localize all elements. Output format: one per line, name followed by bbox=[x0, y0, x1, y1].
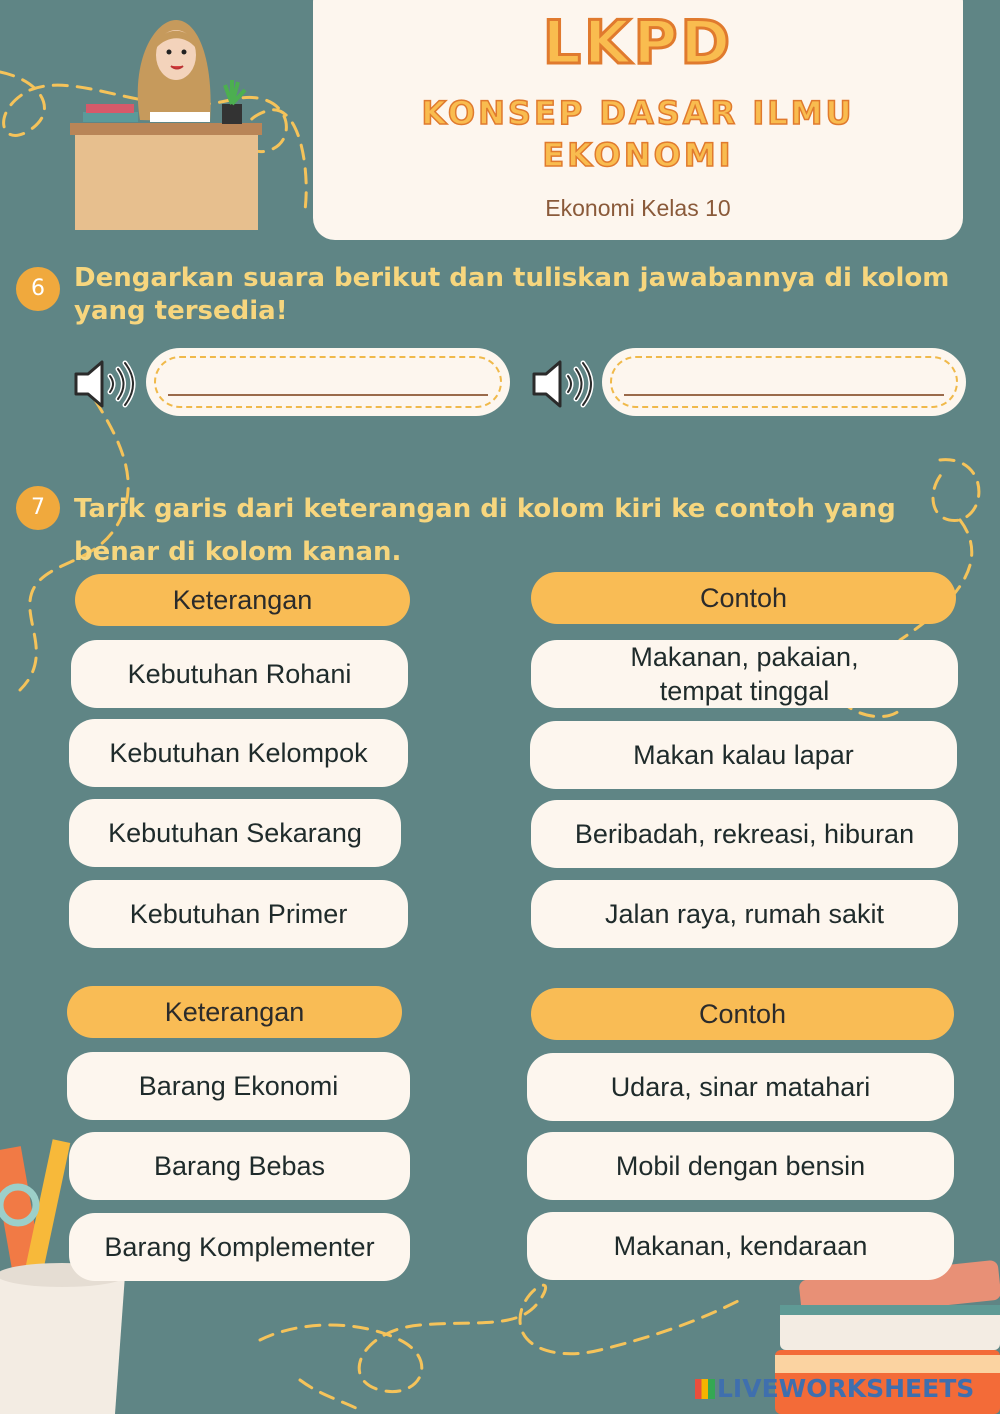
question-7-text: Tarik garis dari keterangan di kolom kiri ke contoh yang benar di kolom kanan. bbox=[74, 494, 896, 567]
match-left-item[interactable]: Barang Komplementer bbox=[69, 1213, 410, 1281]
page-subtitle bbox=[313, 92, 963, 176]
answer-input-2[interactable] bbox=[624, 362, 944, 396]
match-right-item[interactable]: Makan kalau lapar bbox=[530, 721, 957, 789]
question-6-text: Dengarkan suara berikut dan tuliskan jawabannya di kolom yang tersedia! bbox=[74, 263, 950, 326]
match-left-item[interactable]: Kebutuhan Primer bbox=[69, 880, 408, 948]
group1-left-header: Keterangan bbox=[75, 574, 410, 626]
question-6-number: 6 bbox=[16, 267, 60, 311]
match-left-item[interactable]: Barang Bebas bbox=[69, 1132, 410, 1200]
logo-icon bbox=[695, 1379, 715, 1399]
answer-box-1 bbox=[146, 348, 510, 416]
match-right-item[interactable]: Mobil dengan bensin bbox=[527, 1132, 954, 1200]
class-label: Ekonomi Kelas 10 bbox=[545, 195, 731, 221]
question-7-number: 7 bbox=[16, 486, 60, 530]
match-left-item[interactable]: Kebutuhan Kelompok bbox=[69, 719, 408, 787]
match-left-item[interactable]: Kebutuhan Sekarang bbox=[69, 799, 401, 867]
subtitle-line-2: EKONOMI bbox=[542, 136, 734, 174]
group2-left-header: Keterangan bbox=[67, 986, 402, 1038]
match-right-item[interactable]: Jalan raya, rumah sakit bbox=[531, 880, 958, 948]
subtitle-line-1: KONSEP DASAR ILMU bbox=[421, 94, 855, 132]
match-left-item[interactable]: Barang Ekonomi bbox=[67, 1052, 410, 1120]
speaker-icon[interactable] bbox=[530, 356, 594, 412]
match-left-item[interactable]: Kebutuhan Rohani bbox=[71, 640, 408, 708]
answer-input-1[interactable] bbox=[168, 362, 488, 396]
group2-right-header: Contoh bbox=[531, 988, 954, 1040]
logo-text: LIVEWORKSHEETS bbox=[717, 1374, 975, 1403]
liveworksheets-logo[interactable] bbox=[695, 1374, 974, 1403]
teacher-illustration bbox=[70, 20, 262, 230]
match-right-item[interactable]: Beribadah, rekreasi, hiburan bbox=[531, 800, 958, 868]
page-title: LKPD bbox=[542, 8, 734, 78]
match-right-item[interactable]: Makanan, kendaraan bbox=[527, 1212, 954, 1280]
match-right-item[interactable]: Udara, sinar matahari bbox=[527, 1053, 954, 1121]
match-right-item[interactable]: Makanan, pakaian, tempat tinggal bbox=[531, 640, 958, 708]
answer-box-2 bbox=[602, 348, 966, 416]
speaker-icon[interactable] bbox=[72, 356, 136, 412]
group1-right-header: Contoh bbox=[531, 572, 956, 624]
